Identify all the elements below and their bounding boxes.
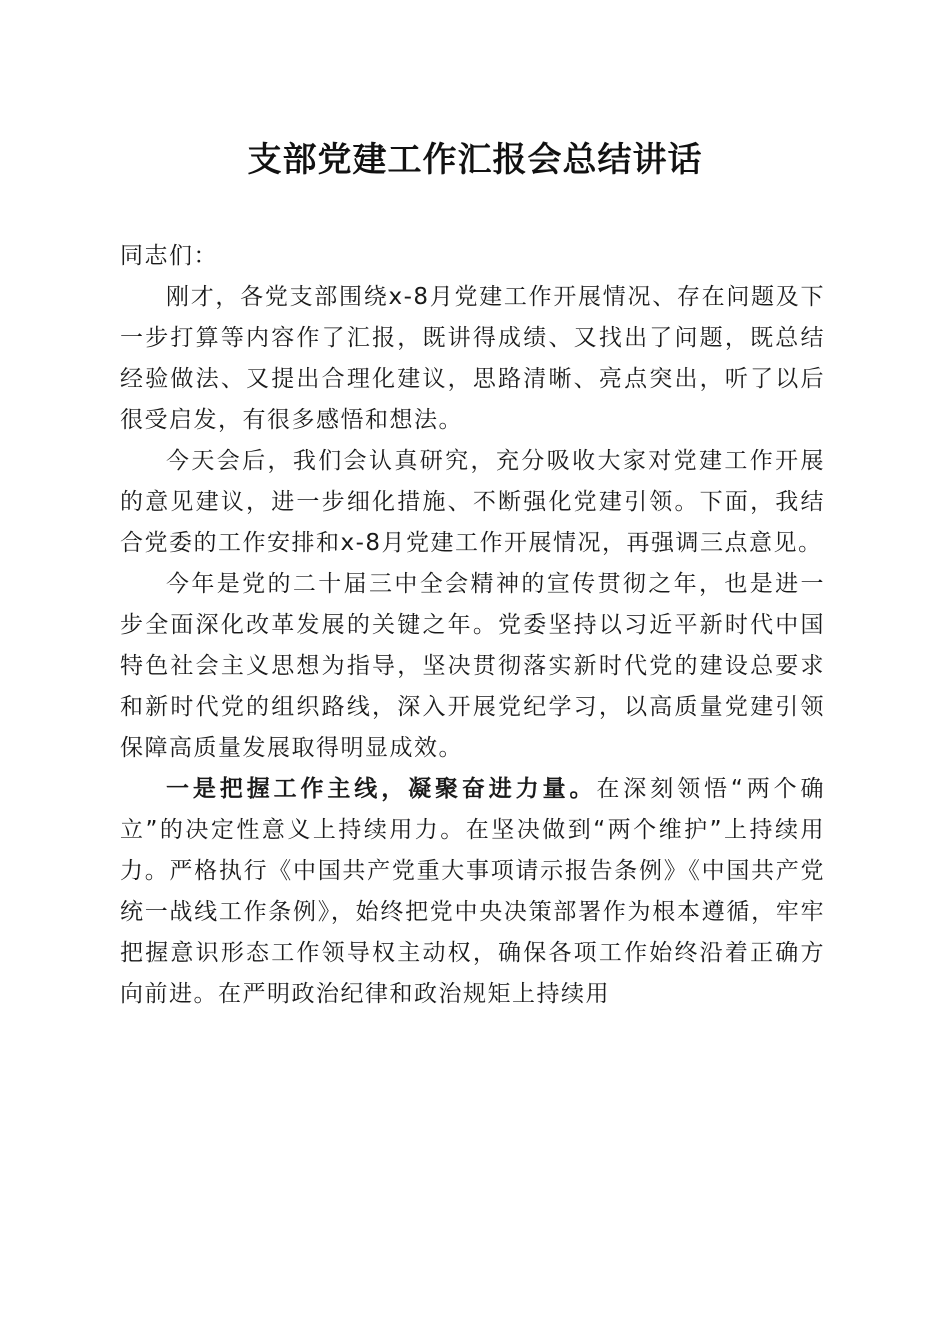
paragraph-4 — [120, 769, 825, 1015]
document-body — [120, 236, 825, 1015]
paragraph-3: 今年是党的二十届三中全会精神的宣传贯彻之年，也是进一步全面深化改革发展的关键之年。党委坚持以习近平新时代中国特色社会主义思想为指导，坚决贯彻落实新时代党的建设总要求和新时代党的组织路线，深入开展党纪学习，以高质量党建引领保障高质量发展取得明显成效。 — [120, 571, 825, 761]
point-one-heading: 一是把握工作主线，凝聚奋进力量。 — [166, 776, 597, 802]
point-one-text: 在深刻领悟“两个确立”的决定性意义上持续用力。在坚决做到“两个维护”上持续用力。严格执行《中国共产党重大事项请示报告条例》《中国共产党统一战线工作条例》，始终把党中央决策部署作为根本遵循，牢牢把握意识形态工作领导权主动权，确保各项工作始终沿着正确方向前进。在严明政治纪律和政治规矩上持续用 — [120, 776, 825, 1007]
paragraph-2: 今天会后，我们会认真研究，充分吸收大家对党建工作开展的意见建议，进一步细化措施、不断强化党建引领。下面，我结合党委的工作安排和x-8月党建工作开展情况，再强调三点意见。 — [120, 448, 825, 556]
paragraph-1: 刚才，各党支部围绕x-8月党建工作开展情况、存在问题及下一步打算等内容作了汇报，既讲得成绩、又找出了问题，既总结经验做法、又提出合理化建议，思路清晰、亮点突出，听了以后很受启发，有很多感悟和想法。 — [120, 284, 825, 433]
document-title: 支部党建工作汇报会总结讲话 — [247, 140, 703, 180]
salutation: 同志们： — [120, 243, 218, 269]
